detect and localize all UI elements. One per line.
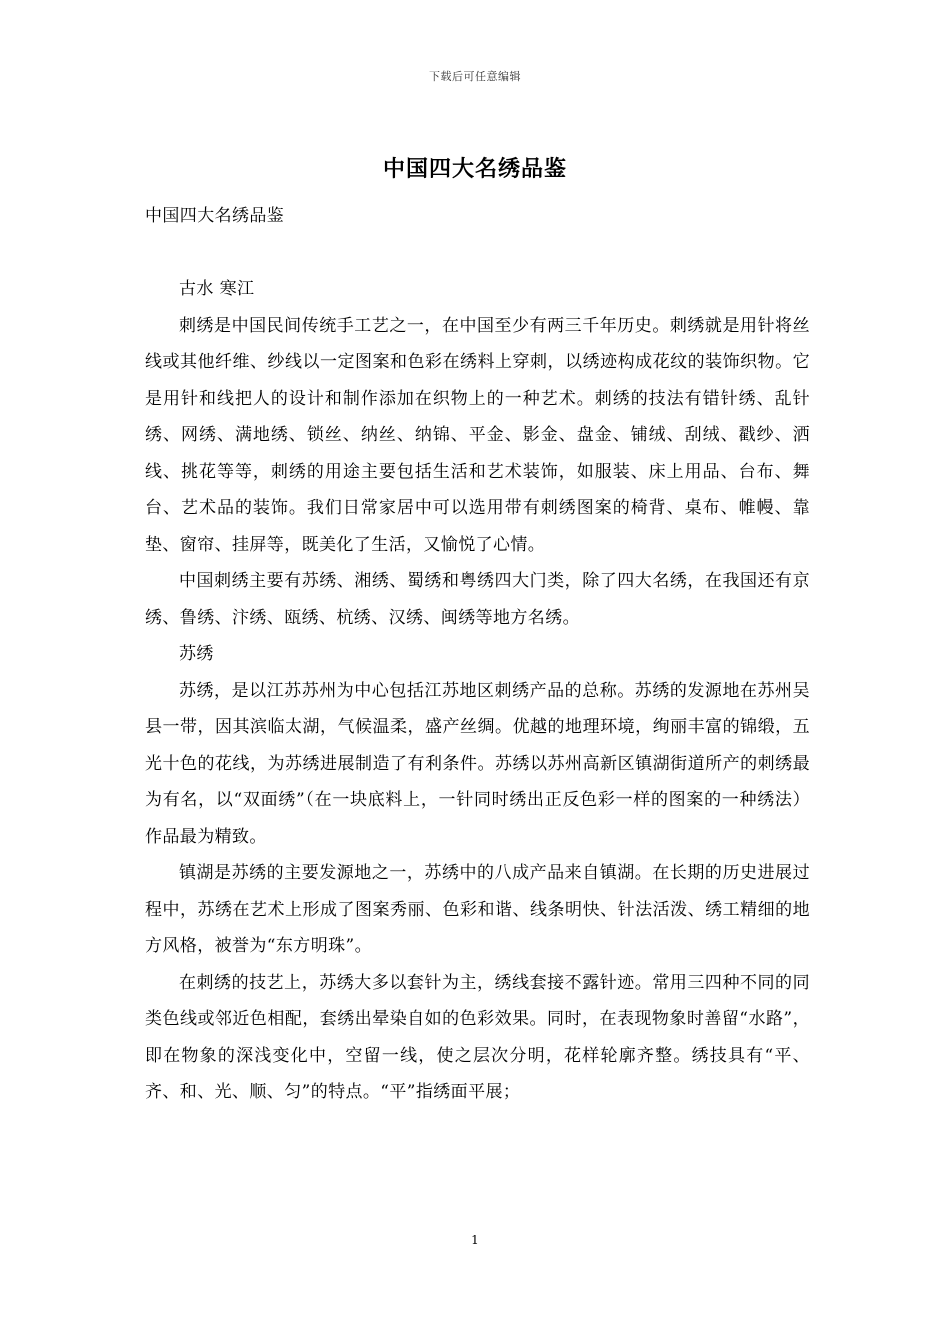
author-line: 古水 寒江 <box>179 279 255 299</box>
paragraph-intro: 刺绣是中国民间传统手工艺之一，在中国至少有两三千年历史。刺绣就是用针将丝线或其他纤维、纱线以一定图案和色彩在绣料上穿刺，以绣迹构成花纹的装饰织物。它是用针和线把人的设计和制作添加在织物上的一种艺术。刺绣的技法有错针绣、乱针绣、网绣、满地绣、锁丝、纳丝、纳锦、平金、影金、盘金、铺绒、刮绒、戳纱、洒线、挑花等等，刺绣的用途主要包括生活和艺术装饰，如服装、床上用品、台布、舞台、艺术品的装饰。我们日常家居中可以选用带有刺绣图案的椅背、桌布、帷幔、靠垫、窗帘、挂屏等，既美化了生活，又愉悦了心情。 <box>145 315 810 555</box>
page-number: 1 <box>471 1233 479 1247</box>
document-body <box>145 198 810 1111</box>
paragraph-technique: 在刺绣的技艺上，苏绣大多以套针为主，绣线套接不露针迹。常用三四种不同的同类色线或邻近色相配，套绣出晕染自如的色彩效果。同时，在表现物象时善留“水路”，即在物象的深浅变化中，空留一线，使之层次分明，花样轮廓齐整。绣技具有“平、齐、和、光、顺、匀”的特点。“平”指绣面平展； <box>145 972 810 1102</box>
paragraph-suxiu-origin: 苏绣，是以江苏苏州为中心包括江苏地区刺绣产品的总称。苏绣的发源地在苏州吴县一带，因其滨临太湖，气候温柔，盛产丝绸。优越的地理环境，绚丽丰富的锦缎，五光十色的花线，为苏绣进展制造了有利条件。苏绣以苏州高新区镇湖街道所产的刺绣最为有名，以“双面绣”（在一块底料上，一针同时绣出正反色彩一样的图案的一种绣法）作品最为精致。 <box>145 680 810 847</box>
page-header: 下载后可任意编辑 <box>429 70 521 83</box>
paragraph-categories: 中国刺绣主要有苏绣、湘绣、蜀绣和粤绣四大门类，除了四大名绣，在我国还有京绣、鲁绣、汴绣、瓯绣、杭绣、汉绣、闽绣等地方名绣。 <box>145 571 810 628</box>
paragraph-zhenhu: 镇湖是苏绣的主要发源地之一，苏绣中的八成产品来自镇湖。在长期的历史进展过程中，苏绣在艺术上形成了图案秀丽、色彩和谐、线条明快、针法活泼、绣工精细的地方风格，被誉为“东方明珠”。 <box>145 863 810 956</box>
section-heading-suxiu: 苏绣 <box>179 644 214 664</box>
document-subtitle: 中国四大名绣品鉴 <box>145 206 285 226</box>
document-title: 中国四大名绣品鉴 <box>382 156 567 182</box>
